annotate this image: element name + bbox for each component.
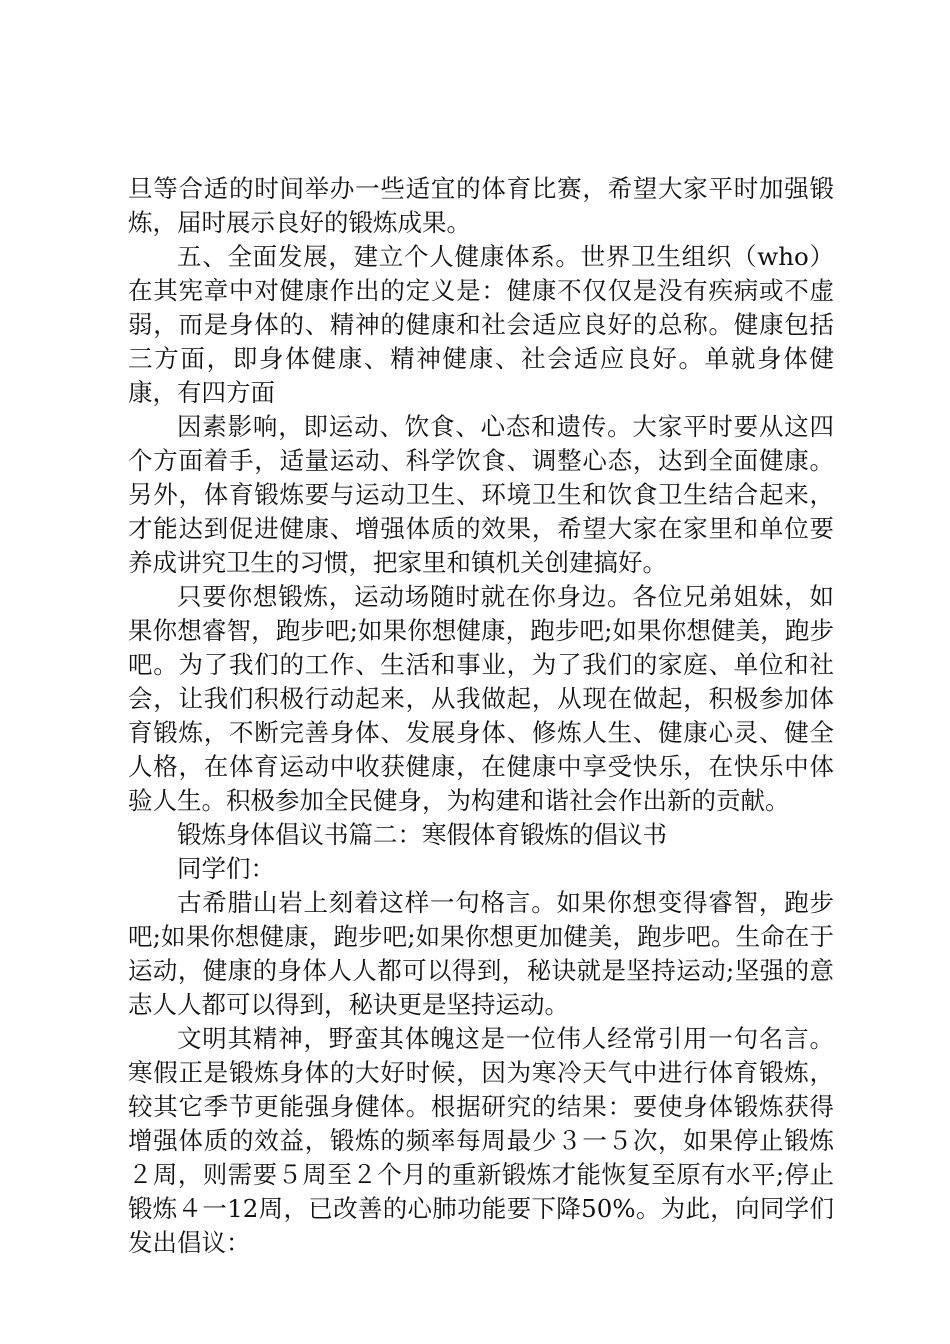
document-page <box>128 172 834 1260</box>
paragraph-health-system: 五、全面发展，建立个人健康体系。世界卫生组织（who）在其宪章中对健康作出的定义是：健康不仅仅是没有疾病或不虚弱，而是身体的、精神的健康和社会适应良好的总称。健康包括三方面，即身体健康、精神健康、社会适应良好。单就身体健康，有四方面 <box>128 242 834 407</box>
salutation: 同学们： <box>177 854 275 883</box>
paragraph-winter-exercise: 文明其精神，野蛮其体魄这是一位伟人经常引用一句名言。寒假正是锻炼身体的大好时候，因为寒冷天气中进行体育锻炼，较其它季节更能强身健体。根据研究的结果：要使身体锻炼获得增强体质的效益，锻炼的频率每周最少３一５次，如果停止锻炼２周，则需要５周至２个月的重新锻炼才能恢复至原有水平;停止锻炼４一12周，已改善的心肺功能要下降50%。为此，向同学们发出倡议： <box>128 1024 834 1257</box>
paragraph-exercise-call: 只要你想锻炼，运动场随时就在你身边。各位兄弟姐妹，如果你想睿智，跑步吧;如果你想健康，跑步吧;如果你想健美，跑步吧。为了我们的工作、生活和事业，为了我们的家庭、单位和社会，让我们积极行动起来，从我做起，从现在做起，积极参加体育锻炼，不断完善身体、发展身体、修炼人生、健康心灵、健全人格，在体育运动中收获健康，在健康中享受快乐，在快乐中体验人生。积极参加全民健身，为构建和谐社会作出新的贡献。 <box>128 582 834 815</box>
paragraph-continuation: 旦等合适的时间举办一些适宜的体育比赛，希望大家平时加强锻炼，届时展示良好的锻炼成果。 <box>128 174 834 237</box>
paragraph-four-factors: 因素影响，即运动、饮食、心态和遗传。大家平时要从这四个方面着手，适量运动、科学饮食、调整心态，达到全面健康。另外，体育锻炼要与运动卫生、环境卫生和饮食卫生结合起来，才能达到促进健康、增强体质的效果，希望大家在家里和单位要养成讲究卫生的习惯，把家里和镇机关创建搞好。 <box>128 412 834 577</box>
paragraph-greek-motto: 古希腊山岩上刻着这样一句格言。如果你想变得睿智，跑步吧;如果你想健康，跑步吧;如果你想更加健美，跑步吧。生命在于运动，健康的身体人人都可以得到，秘诀就是坚持运动;坚强的意志人人都可以得到，秘诀更是坚持运动。 <box>128 888 834 1019</box>
section-title: 锻炼身体倡议书篇二：寒假体育锻炼的倡议书 <box>177 820 667 849</box>
